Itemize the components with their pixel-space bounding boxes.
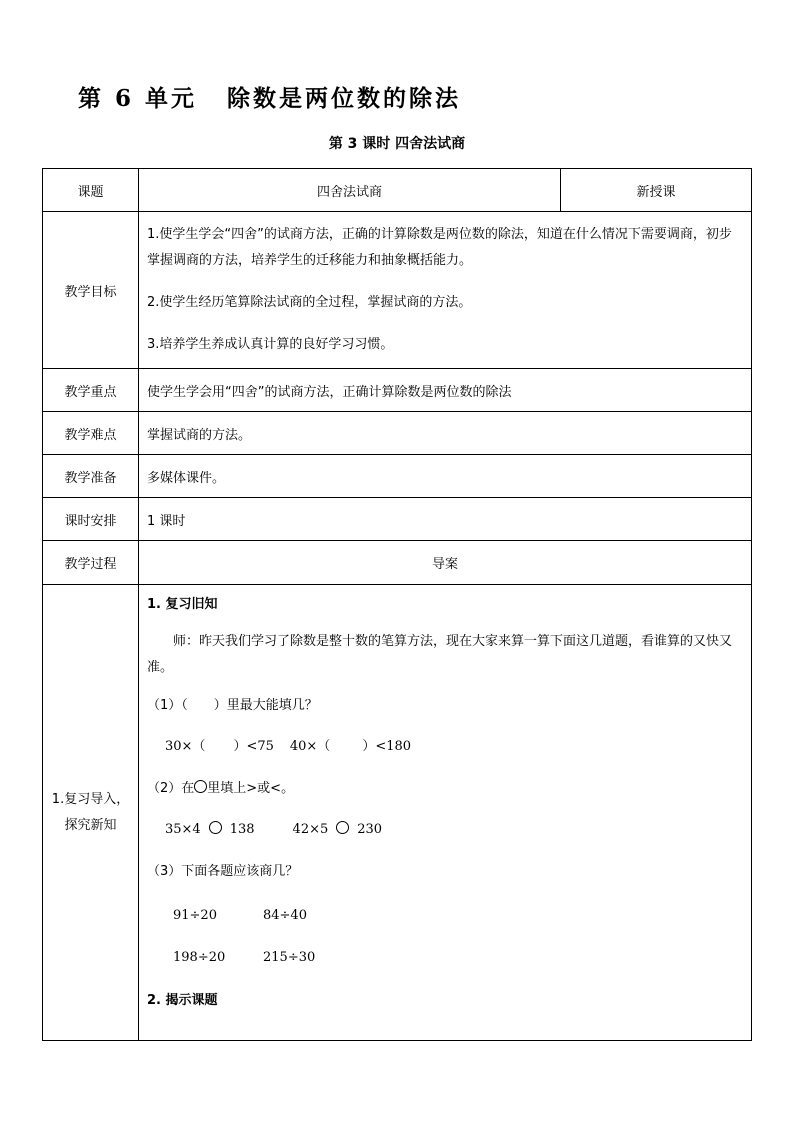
prep-label: 教学准备 [43,455,139,498]
heading-reveal-topic: 2. 揭示课题 [147,993,218,1008]
q2-a-left: 35×4 [165,822,201,837]
unit-title [78,80,461,113]
row-topic [43,169,752,212]
key-value: 使学生学会用“四舍”的试商方法，正确计算除数是两位数的除法 [139,369,752,412]
q2-post: 里填上>或<。 [207,781,295,796]
q3-item: 215÷30 [263,950,316,965]
topic-label: 课题 [43,169,139,212]
circle-blank-icon [336,821,349,834]
q1-a-left: 30×（ [165,739,206,754]
lesson-title: 第 3 课时 四舍法试商 [328,136,466,152]
objective-item: 3.培养学生养成认真计算的良好学习习惯。 [147,337,394,352]
process-label: 教学过程 [43,541,139,585]
time-value: 1 课时 [139,498,752,541]
teacher-text: 师：昨天我们学习了除数是整十数的笔算方法，现在大家来算一算下面这几道题，看谁算的又快又准。 [147,634,733,675]
prep-value: 多媒体课件。 [139,455,752,498]
key-label: 教学重点 [43,369,139,412]
objective-item: 1.使学生学会“四舍”的试商方法，正确的计算除数是两位数的除法，知道在什么情况下需要调商，初步掌握调商的方法，培养学生的迁移能力和抽象概括能力。 [147,227,732,268]
q3-item: 84÷40 [263,908,307,923]
question-3-row-1 [147,905,743,926]
question-1-expressions [147,736,743,757]
question-1: （1）（ ）里最大能填几？ [147,698,318,713]
q2-b-right: 230 [357,822,383,837]
q1-a-right: ）<75 [233,739,274,754]
row-key-points [43,369,752,412]
lesson-plan-table [42,168,752,1041]
q3-item: 91÷20 [173,908,217,923]
q2-b-left: 42×5 [292,822,329,837]
difficulty-value: 掌握试商的方法。 [139,412,752,455]
row-difficulty [43,412,752,455]
difficulty-label: 教学难点 [43,412,139,455]
unit-label: 第 6 单元 [78,85,198,112]
topic-value: 四舍法试商 [139,169,561,212]
section1-label-line2: 探究新知 [64,817,117,833]
question-3-row-2 [147,947,743,968]
row-objectives [43,212,752,369]
objective-item: 2.使学生经历笔算除法试商的全过程，掌握试商的方法。 [147,295,472,310]
objectives-content [139,212,752,369]
q2-a-right: 138 [229,822,255,837]
row-process [43,541,752,585]
q1-b-left: 40×（ [289,739,331,754]
process-value: 导案 [139,541,752,585]
section1-label [43,585,139,1041]
row-time [43,498,752,541]
q1-b-right: ）<180 [362,739,412,754]
row-preparation [43,455,752,498]
time-label: 课时安排 [43,498,139,541]
section1-content [139,585,752,1041]
topic-type: 新授课 [561,169,752,212]
question-2 [147,778,743,799]
question-2-expressions [147,819,743,840]
heading-review: 1. 复习旧知 [147,597,218,612]
row-section-1 [43,585,752,1041]
unit-topic: 除数是两位数的除法 [227,85,462,112]
question-3: （3）下面各题应该商几？ [147,864,299,879]
circle-blank-icon [194,780,207,793]
objectives-label: 教学目标 [43,212,139,369]
section1-label-line1: 1.复习导入， [51,791,130,807]
q2-pre: （2）在 [147,781,195,796]
circle-blank-icon [209,821,222,834]
q3-item: 198÷20 [173,950,226,965]
